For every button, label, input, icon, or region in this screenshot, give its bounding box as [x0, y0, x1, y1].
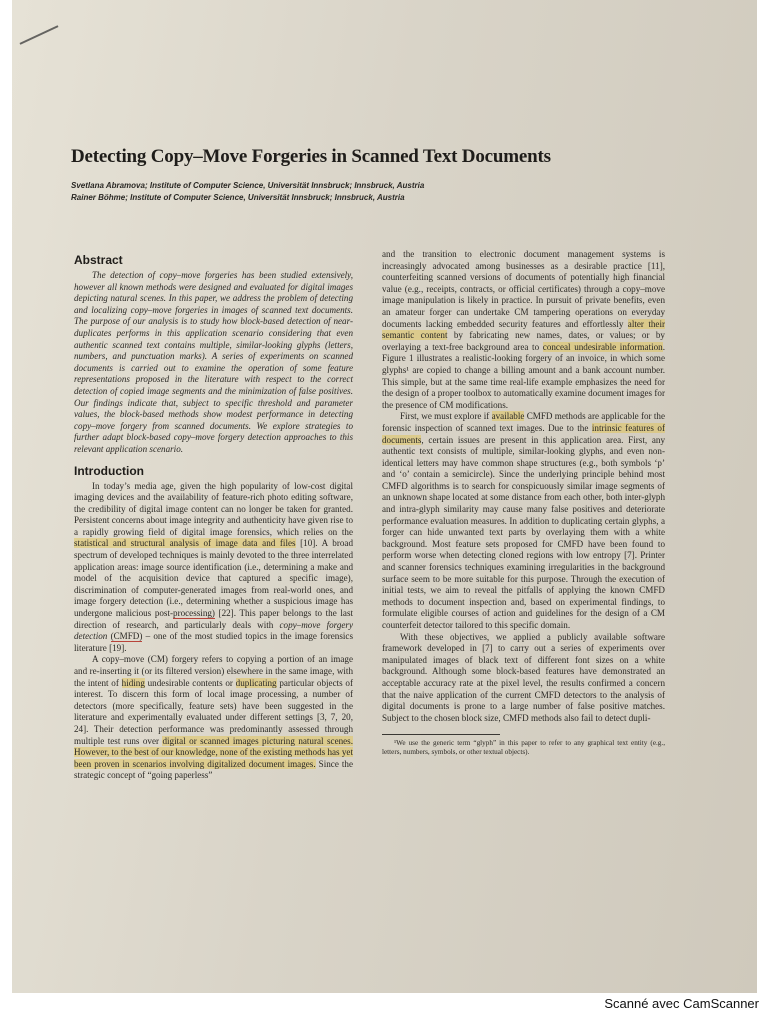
highlighted-text: available — [491, 411, 525, 422]
highlighted-text: statistical and structural analysis of image data and files — [74, 538, 296, 549]
highlighted-text: duplicating — [235, 677, 277, 688]
scanned-page — [12, 0, 757, 993]
right-paragraph-1: and the transition to electronic document management systems is increasingly advocated among businesses as a desirable practice [11], counterfeiting scanned versions of documents of potentially high financial value (e.g., receipts, contracts, or official certificates) through a copy–move image manipulation is likely in practice. In pursuit of private benefits, even an amateur forger can undertake CM tampering operations on everyday documents lacking embedded security features and effortlessly alter their semantic content by fabricating new names, dates, or values; or by overlaying a text-free background area to conceal undesirable information. Figure 1 illustrates a realistic-looking forgery of an invoice, in which some glyphs¹ are copied to change a billing amount and a bank account number. This simple, but at the same time real-life example emphasizes the need for the design of a proper toolbox to automatically examine document images for the presence of CM modifications. — [382, 249, 666, 410]
highlighted-text: conceal undesirable information — [542, 341, 663, 352]
pen-mark — [20, 25, 59, 45]
scanner-watermark: Scanné avec CamScanner — [604, 996, 759, 1011]
highlighted-text: digital or scanned images picturing natural scenes. However, to the best of our knowledge, none of the existing methods has yet been proven in scenarios involving digitalized document images. — [74, 735, 353, 769]
footnote-divider — [382, 734, 500, 735]
paper-title: Detecting Copy–Move Forgeries in Scanned Text Documents — [71, 146, 551, 167]
author-line: Rainer Böhme; Institute of Computer Science, Universität Innsbruck; Innsbruck, Austria — [71, 193, 405, 202]
highlighted-text: alter their semantic content — [382, 318, 665, 341]
right-paragraph-3: With these objectives, we applied a publicly available software framework developed in [7] to carry out a series of experiments over manipulated images of black text of different font sizes on a white background. Although some block-based features have demonstrated an acceptable accuracy rate at the pixel level, the results confirmed a concern that the naive application of the current CMFD detectors to the analysis of digital documents is prone to a large number of false positive matches. Subject to the chosen block size, CMFD methods also fail to detect dupli- — [382, 631, 665, 723]
right-paragraph-2: First, we must explore if available CMFD methods are applicable for the forensic inspection of scanned text images. Due to the intrinsic features of documents, certain issues are present in this application area. First, any authentic text consists of multiple, similar-looking glyphs, and even non-identical letters may have common shape structures (e.g., both symbols ‘p’ and ‘o’ contain a semicircle). Since the underlying principle behind most CMFD algorithms is to search for conspicuously similar image segments of an unknown shape located at some distance from each other, both inter-glyph and intra-glyph similarity may cause many false positives and deteriorate performance evaluation measures. In addition to duplicating certain glyphs, a forger can hide unwanted text parts by overlaying them with a white background. Most feature sets proposed for CMFD have been found to perform worse when detecting cloned regions with low entropy [7]. Printer and scanner forensics techniques examining irregularities in the background surface seem to be more suitable for this purpose. Through the execution of initial tests, we aim to reveal the pitfalls of applying the known CMFD methods to document inspection and, based on experimental findings, to formulate eligible courses of action and guidelines for the design of a CM counterfeit detector tailored to this specific domain. — [382, 411, 665, 630]
footnote: ¹We use the generic term “glyph” in this paper to refer to any graphical text entity (e.g., letters, numbers, symbols, or other textual objects). — [382, 739, 665, 757]
intro-paragraph-2: A copy–move (CM) forgery refers to copying a portion of an image and re-inserting it (or its filtered version) elsewhere in the same image, with the intent of hiding undesirable contents or duplicating particular objects of interest. To discern this form of local image processing, a number of detectors (more specifically, feature sets) have been suggested in the literature and experimentally evaluated under different settings [3, 7, 20, 24]. Their detection performance was predominantly assessed through multiple test runs over digital or scanned images picturing natural scenes. However, to the best of our knowledge, none of the existing methods has yet been proven in scenarios involving digitalized document images. Since the strategic concept of “going paperless” — [74, 654, 354, 781]
author-list — [71, 180, 671, 204]
underlined-text: processing) — [173, 608, 215, 619]
abstract-text: The detection of copy–move forgeries has been studied extensively, however all known methods were designed and evaluated for digital images depicting natural scenes. In this paper, we address the problem of detecting and localizing copy–move forgeries in images of scanned text documents. The purpose of our analysis is to study how block-based detection of near-duplicates performs in this application scenario considering that even authentic scanned text contains multiple, similar-looking glyphs (letters, numbers, and punctuation marks). A series of experiments on scanned documents is carried out to examine the operation of some feature representations proposed in the literature with respect to the correct detection of copied image segments and the minimization of false positives. Our findings indicate that, subject to specific threshold and parameter values, the block-based methods show modest performance in detecting copy–move forgery from scanned documents. We explore strategies to further adapt block-based copy–move forgery detection approaches to this relevant application scenario. — [74, 270, 353, 454]
introduction-heading: Introduction — [74, 463, 144, 478]
highlighted-text: intrinsic features of documents — [382, 422, 665, 445]
intro-paragraph-1: In today’s media age, given the high popularity of low-cost digital imaging devices and the availability of feature-rich photo editing software, the credibility of digital image content can no longer be taken for granted. Persistent concerns about image integrity and authenticity have given rise to a rapidly growing field of digital image forensics, which relies on the statistical and structural analysis of image data and files [10]. A broad spectrum of developed techniques is mainly devoted to the three interrelated application areas: image source identification (i.e., determining a make and model of the acquisition device that captured a specific image), discrimination of computer-generated images from real-world ones, and image forgery detection (i.e., determining whether a suspicious image has undergone malicious post-processing) [22]. This paper belongs to the last direction of research, and particularly deals with copy–move forgery detection (CMFD) – one of the most studied topics in the image forensics literature [19]. — [74, 480, 354, 653]
abstract-heading: Abstract — [74, 253, 123, 267]
right-column — [382, 249, 665, 757]
underlined-text: (CMFD) — [110, 631, 143, 642]
highlighted-text: hiding — [121, 677, 145, 688]
author-line: Svetlana Abramova; Institute of Computer Science, Universität Innsbruck; Innsbruck, Austria — [71, 181, 425, 190]
left-column — [74, 253, 353, 782]
